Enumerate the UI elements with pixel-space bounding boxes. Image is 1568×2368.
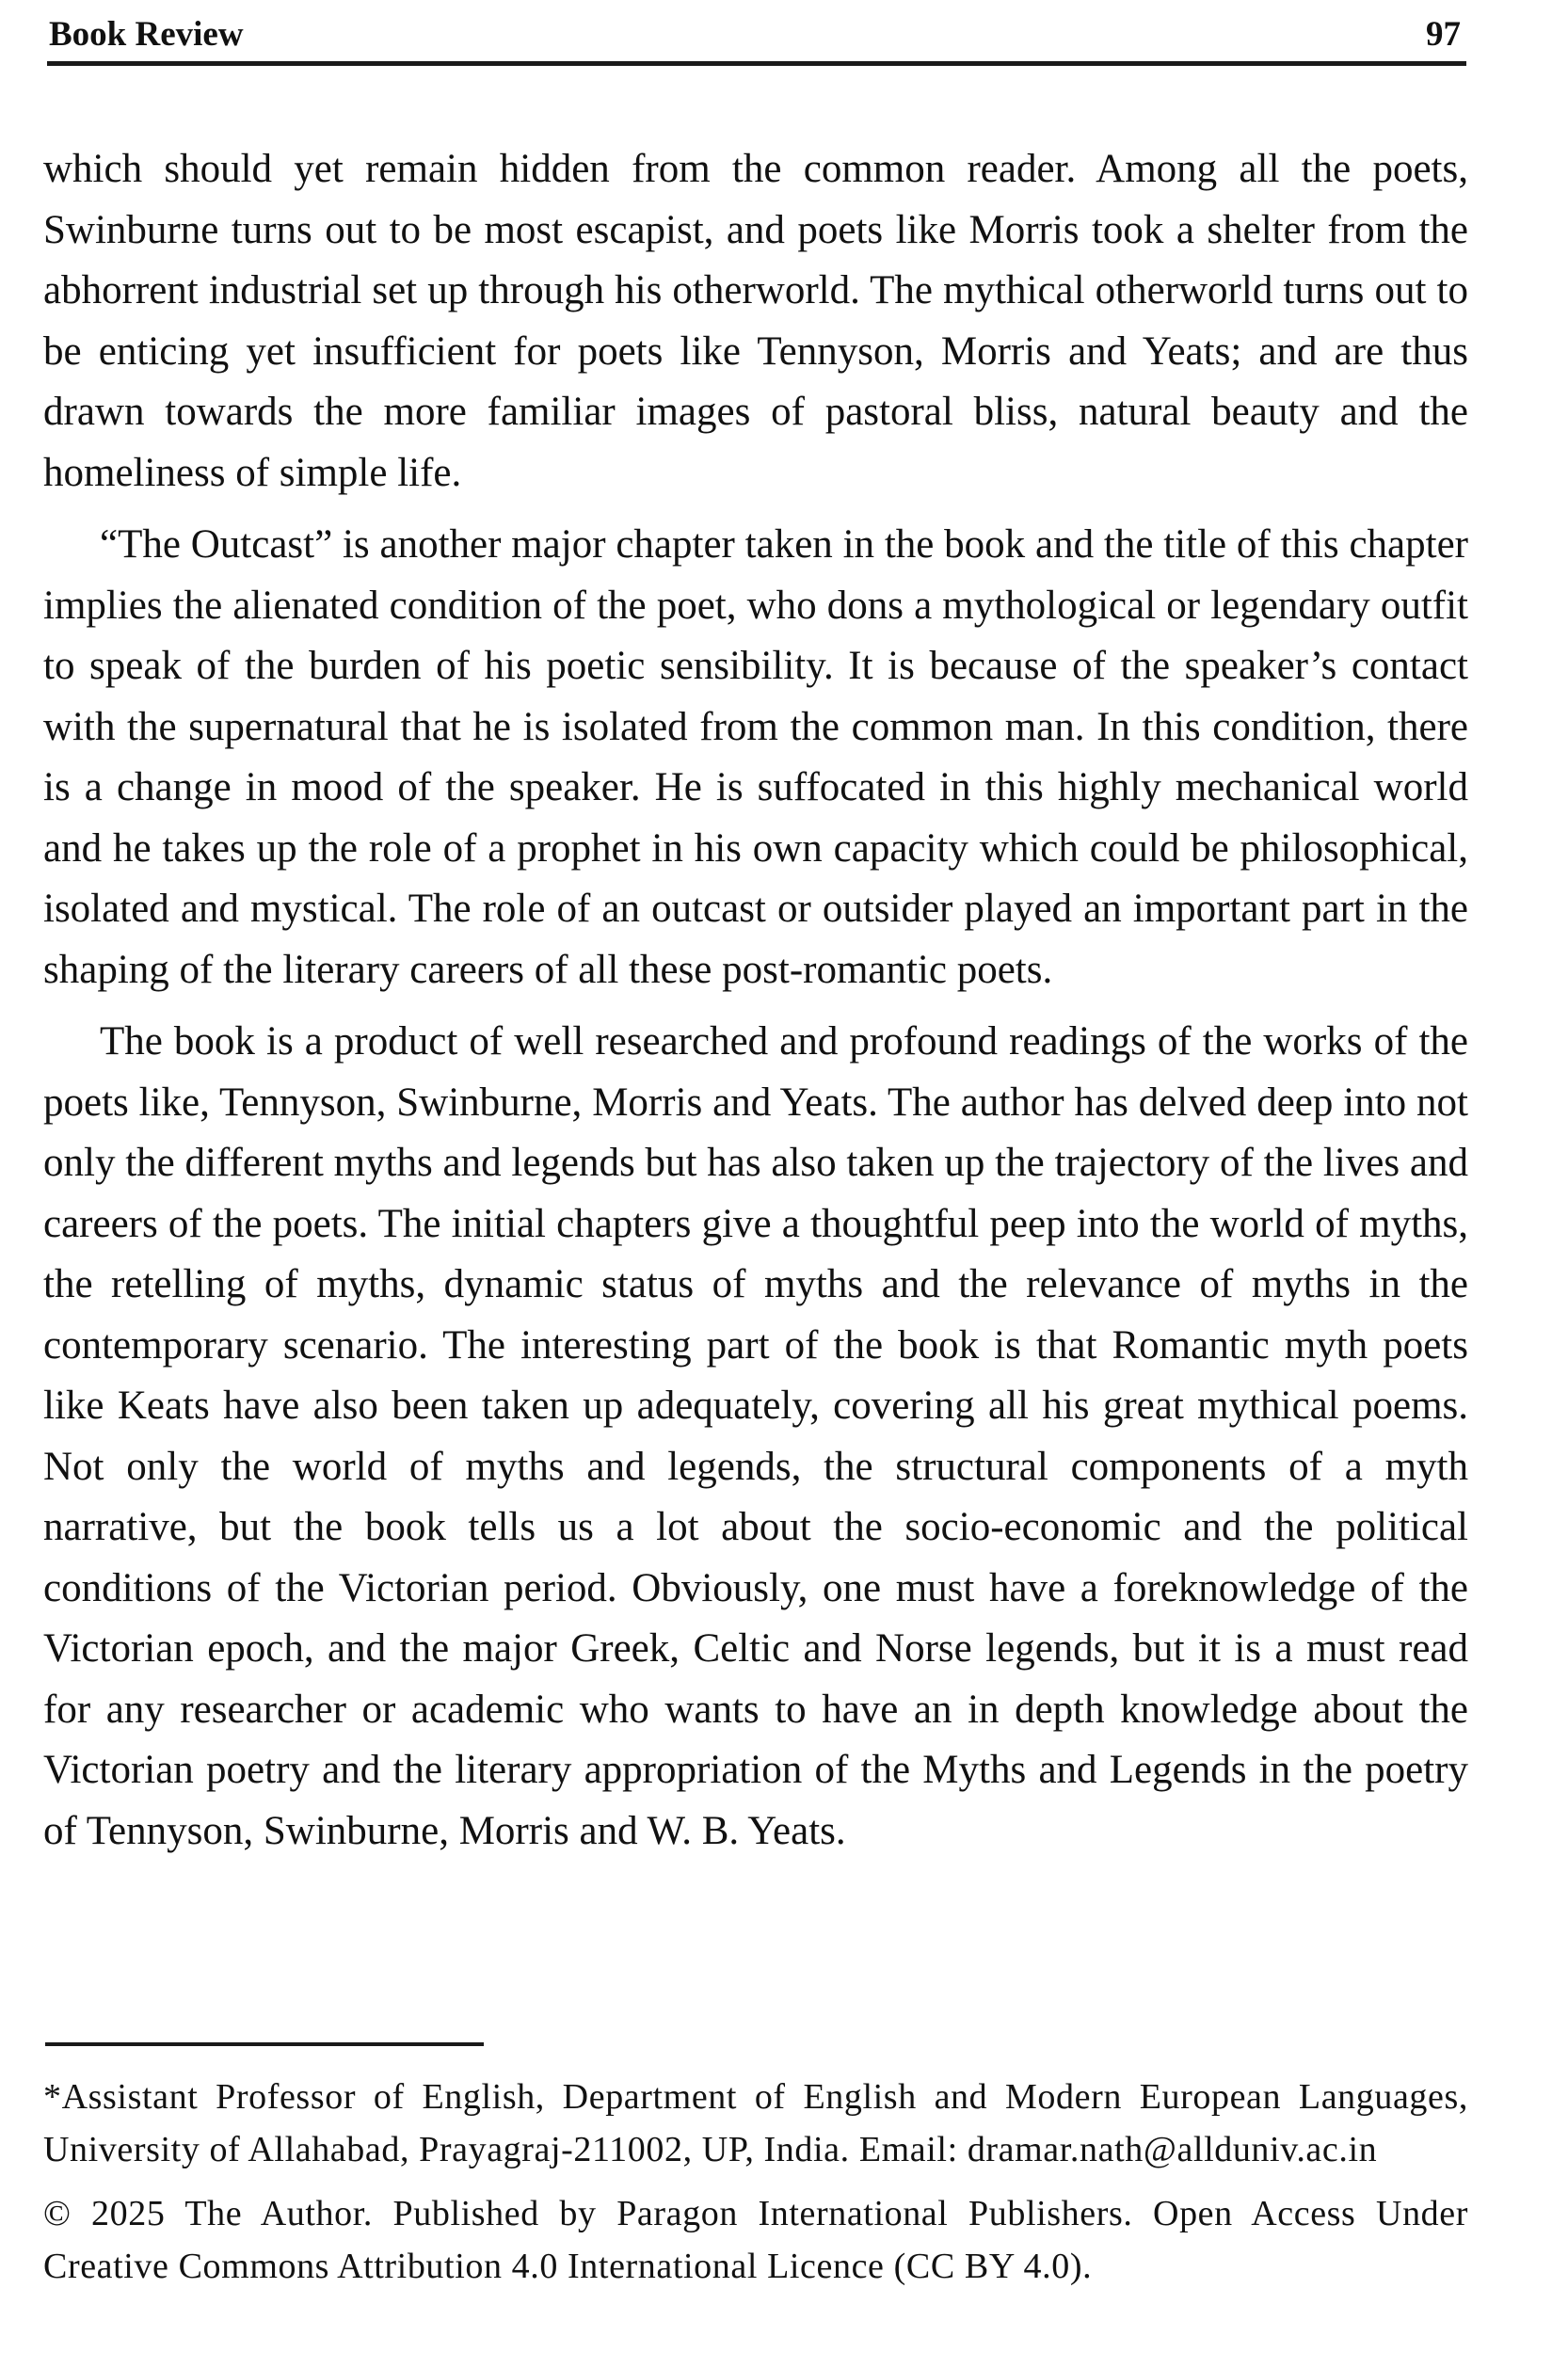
body-paragraph-outcast: “The Outcast” is another major chapter taken in the book and the title of this chapter implies the alienated condition of the poet, who dons a mythological or legendary outfit to speak of the burden of his poetic sensibility. It is because of the speaker’s contact with the supernatural that he is isolated from the common man. In this condition, there is a change in mood of the speaker. He is suffocated in this highly mechanical world and he takes up the role of a prophet in his own capacity which could be philosophical, isolated and mystical. The role of an outcast or outsider played an important part in the shaping of the literary careers of all these post-romantic poets. [43,522,1468,992]
license-note: © 2025 The Author. Published by Paragon International Publishers. Open Access Under Creative Commons Attribution 4.0 International Licence (CC BY 4.0). [43,2194,1468,2286]
footnotes [43,2071,1468,2293]
running-header [47,13,1466,66]
author-affiliation-note: *Assistant Professor of English, Department of English and Modern European Languages, University of Allahabad, Prayagraj-211002, UP, India. Email: dramar.nath@allduniv.ac.in [43,2077,1468,2169]
section-title: Book Review [49,15,244,54]
body-paragraph-evaluation: The book is a product of well researched and profound readings of the works of the poets like, Tennyson, Swinburne, Morris and Yeats. The author has delved deep into not only the different myths and legends but has also taken up the trajectory of the lives and careers of the poets. The initial chapters give a thoughtful peep into the world of myths, the retelling of myths, dynamic status of myths and the relevance of myths in the contemporary scenario. The interesting part of the book is that Romantic myth poets like Keats have also been taken up adequately, covering all his great mythical poems. Not only the world of myths and legends, the structural components of a myth narrative, but the book tells us a lot about the socio-economic and the political conditions of the Victorian period. Obviously, one must have a foreknowledge of the Victorian epoch, and the major Greek, Celtic and Norse legends, but it is a must read for any researcher or academic who wants to have an in depth knowledge about the Victorian poetry and the literary appropriation of the Myths and Legends in the poetry of Tennyson, Swinburne, Morris and W. B. Yeats. [43,1019,1468,1853]
footnote-divider [45,2042,484,2046]
body-paragraph-continuation: which should yet remain hidden from the common reader. Among all the poets, Swinburne turns out to be most escapist, and poets like Morris took a shelter from the abhorrent industrial set up through his otherworld. The mythical otherworld turns out to be enticing yet insufficient for poets like Tennyson, Morris and Yeats; and are thus drawn towards the more familiar images of pastoral bliss, natural beauty and the homeliness of simple life. [43,147,1468,495]
article-body [43,139,1468,1862]
page-number: 97 [1426,15,1461,54]
